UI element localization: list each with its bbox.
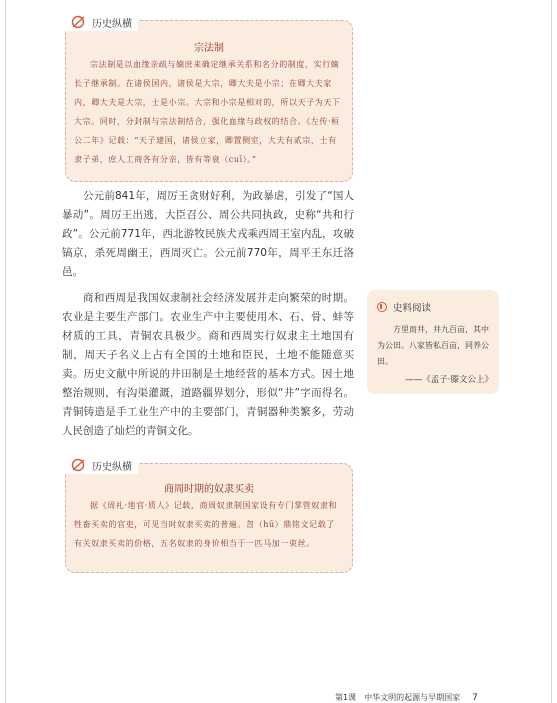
history-box-heading: 商周时期的奴隶买卖	[164, 484, 254, 495]
history-box-text: 据《周礼·地官·质人》记载，商周奴隶制国家设有专门掌管奴隶和牲畜买卖的官吏，可见当时奴隶买卖的普遍。曶（hū）鼎铭文记载了有关奴隶买卖的价格，五名奴隶的身价相当于一匹马加一束丝。	[74, 501, 338, 548]
body-paragraph-2: 商和西周是我国奴隶制社会经济发展并走向繁荣的时期。农业是主要生产部门。农业生产中主要使用木、石、骨、蚌等材质的工具，青铜农具极少。商和西周实行奴隶主土地国有制，周天子名义上占有全国的土地和臣民，土地不能随意买卖。历史文献中所说的井田制是土地经营的基本方式。因土地整治规则，有沟渠灌溉，道路疆界划分，形似“井”字而得名。青铜铸造是手工业生产中的主要部门，青铜器种类繁多，劳动人民创造了灿烂的青铜文化。	[62, 292, 354, 437]
page-footer	[335, 692, 478, 703]
history-scroll-icon	[71, 458, 87, 472]
body-paragraph-1: 公元前841年，周厉王贪财好利，为政暴虐，引发了“国人暴动”。周厉王出逃，大臣召公、周公共同执政，史称“共和行政”。公元前771年，西北游牧民族犬戎乘西周王室内乱，攻破镐京，杀死周幽王，西周灭亡。公元前770年，周平王东迁洛邑。	[62, 190, 354, 278]
source-reading-citation: ——《孟子·滕文公上》	[405, 375, 493, 385]
history-box-zongfa	[65, 20, 353, 182]
info-circle-icon	[377, 302, 387, 312]
source-reading-box	[367, 290, 499, 394]
page-border-right	[551, 0, 552, 703]
history-box-text: 宗法制是以血缘亲疏与嫡庶来确定继承关系和名分的制度，实行嫡长子继承制。在诸侯国内，诸侯是大宗，卿大夫是小宗；在卿大夫家内，卿大夫是大宗，士是小宗。大宗和小宗是相对的，所以天子为天下大宗。同时，分封制与宗法制结合，强化血缘与政权的结合。《左传·桓公二年》记载：“天子建国，诸侯立家，卿置侧室，大夫有贰宗，士有隶子弟，庶人工商各有分亲，皆有等衰（cuī）。”	[74, 60, 341, 164]
source-reading-header	[377, 300, 431, 314]
history-box-header	[65, 456, 138, 474]
history-scroll-icon	[71, 15, 87, 29]
source-reading-label: 史料阅读	[393, 303, 432, 314]
history-box-heading: 宗法制	[194, 43, 224, 54]
page-number: 7	[472, 693, 478, 703]
history-box-label: 历史纵横	[92, 461, 132, 473]
page-border-left	[5, 0, 6, 703]
history-box-header	[65, 13, 138, 31]
history-box-slave-trade	[65, 463, 353, 573]
footer-chapter-title: 第1课 中华文明的起源与早期国家	[335, 693, 461, 702]
source-reading-text: 方里而井，井九百亩，其中为公田。八家皆私百亩，同养公田。	[377, 325, 489, 366]
history-box-label: 历史纵横	[92, 18, 132, 30]
